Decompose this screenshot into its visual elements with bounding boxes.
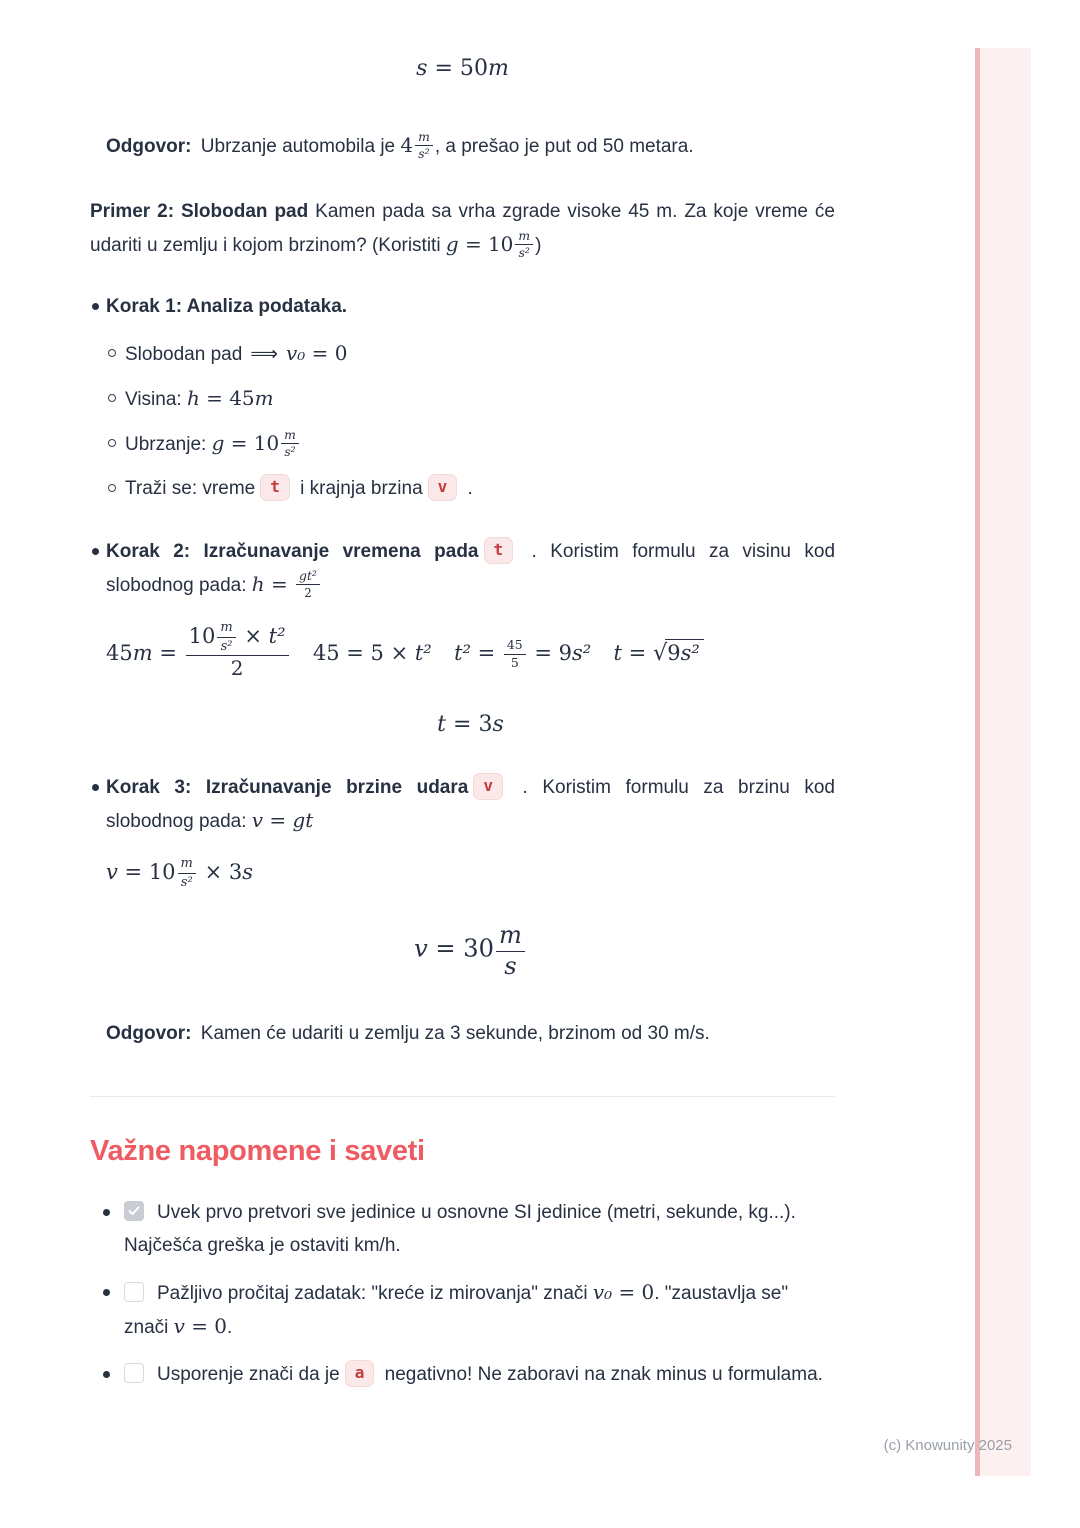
step-1-substeps (106, 337, 835, 505)
radical-sign: √ (652, 640, 668, 667)
equation-t-sqrt: t = √9s² (614, 639, 704, 668)
step-1-item (106, 290, 835, 505)
checkbox[interactable] (124, 1201, 144, 1221)
note-item-units (124, 1196, 835, 1262)
substep-unknowns: Traži se: vreme t i krajnja brzina v . (125, 472, 835, 505)
page-edge-highlight (975, 48, 1031, 1476)
note-text: Usporenje znači da je a negativno! Ne zaboravi na znak minus u formulama. (157, 1364, 823, 1385)
fraction: $\frac{m}{\text{s²}}$ (515, 229, 533, 262)
checkbox[interactable] (124, 1282, 144, 1302)
step-2-item (106, 535, 835, 741)
note-item-read-carefully (124, 1276, 835, 1344)
steps-list (90, 290, 835, 981)
fraction: 10 $\frac{m}{\text{s²}}$ × t² 2 (186, 620, 289, 680)
square-root-expression: √9s² (653, 639, 704, 668)
answer-2-paragraph (106, 1017, 835, 1050)
answer-1-paragraph (106, 129, 835, 163)
fraction: $\frac{\text{gt²}}{2}$ (296, 569, 320, 601)
fraction: $\frac{m}{\text{s²}}$ (178, 856, 196, 890)
inline-code-chip: t (260, 474, 290, 501)
inline-code-chip: v (428, 474, 458, 501)
answer-1-text: Ubrzanje automobila je 4 $\frac{m}{\text{s²}}$ , a prešao je put od 50 metara. (200, 129, 694, 162)
note-item-deceleration (124, 1358, 835, 1391)
answer-1-label: Odgovor: (106, 136, 192, 157)
inline-code-chip: v (473, 773, 503, 800)
document-content (90, 0, 835, 1391)
checkbox[interactable] (124, 1363, 144, 1383)
inline-code-chip: t (484, 537, 514, 564)
step-3-equation-row: v = 10 $\frac{m}{\text{s²}}$ × 3s (106, 856, 253, 890)
fraction: $\frac{45}{5}$ (504, 638, 526, 671)
display-equation-t3s: t = 3s (437, 712, 504, 738)
inline-code-chip: a (345, 1360, 375, 1387)
example-2-paragraph: Primer 2: Slobodan pad Kamen pada sa vrha zgrade visoke 45 m. Za koje vreme će udariti u zemlju i kojom brzinom? (Koristiti g = 10 $\frac{m}{\text{s²}}$ ) (90, 201, 835, 261)
equation-t2-9s2: t² = $\frac{45}{5}$ = 9s² (454, 637, 592, 671)
step-2-title: Korak 2: Izračunavanje vremena pada t . Koristim formulu za visinu kod slobodnog pada: h = $\frac{\text{gt²}}{2}$ (106, 535, 835, 602)
answer-2-text: Kamen će udariti u zemlju za 3 sekunde, brzinom od 30 m/s. (200, 1022, 710, 1044)
substep-free-fall: Slobodan pad ⟹ v₀ = 0 (125, 337, 835, 371)
substep-acceleration: Ubrzanje: g = 10 $\frac{m}{\text{s²}}$ (125, 427, 835, 461)
note-text: Uvek prvo pretvori sve jedinice u osnovne SI jedinice (metri, sekunde, kg...). Najčešća greška je ostaviti km/h. (124, 1201, 796, 1256)
step-3-item (106, 771, 835, 981)
fraction: $\frac{m}{\text{s²}}$ (415, 130, 433, 163)
step-1-title: Korak 1: Analiza podataka. (106, 296, 348, 317)
display-equation-v30: v = 30 $\frac{m}{s}$ (106, 922, 835, 981)
fraction: $\frac{m}{\text{s²}}$ (217, 620, 235, 654)
fraction: $\frac{m}{s}$ (496, 922, 525, 981)
notes-list (90, 1196, 835, 1391)
equation-45-5t2: 45 = 5 × t² (312, 641, 432, 666)
note-text: Pažljivo pročitaj zadatak: "kreće iz mirovanja" znači v₀ = 0. "zaustavlja se" znači v = 0. (124, 1279, 789, 1338)
answer-2-label: Odgovor: (106, 1022, 192, 1044)
section-divider (90, 1096, 835, 1097)
fraction: $\frac{m}{\text{s²}}$ (281, 428, 299, 461)
step-2-equation-row (106, 620, 835, 680)
display-equation-s50m: s = 50m (416, 56, 509, 81)
step-3-title: Korak 3: Izračunavanje brzine udara v . Koristim formulu za brzinu kod slobodnog pada: v = gt (106, 771, 835, 838)
checkmark-icon (128, 1206, 140, 1216)
equation-45m: 45m = 10 $\frac{m}{\text{s²}}$ × t² 2 (106, 620, 291, 680)
substep-height: Visina: h = 45m (125, 382, 835, 416)
notes-heading: Važne napomene i saveti (90, 1134, 425, 1167)
copyright-footer: (c) Knowunity 2025 (883, 1437, 1012, 1454)
